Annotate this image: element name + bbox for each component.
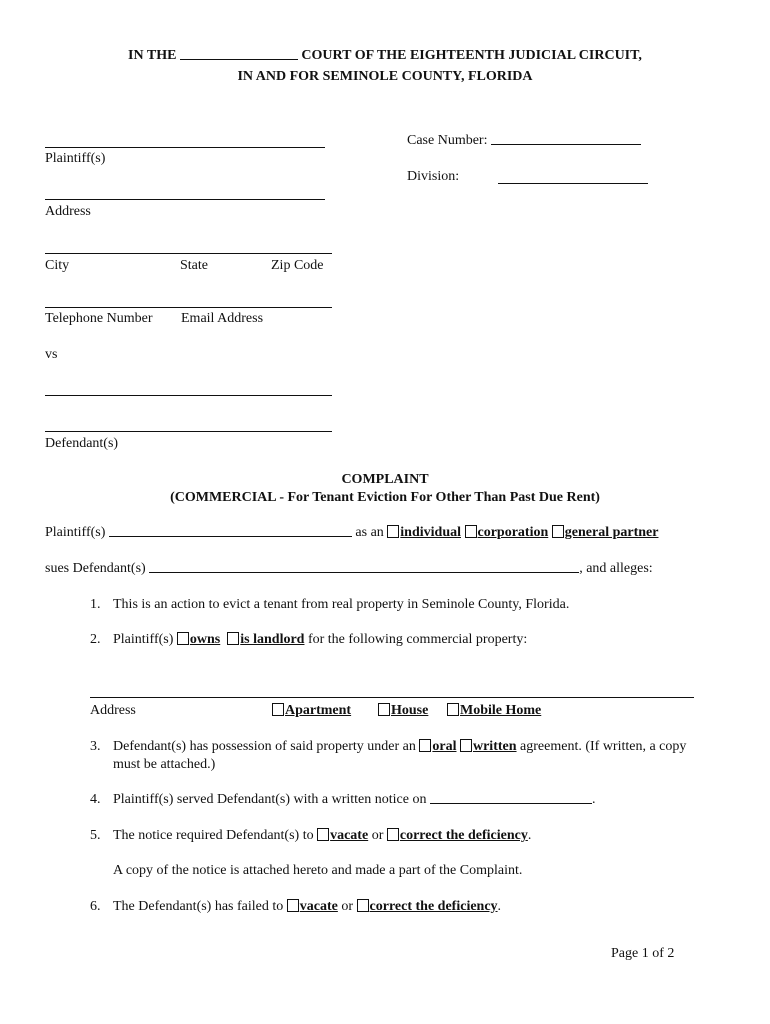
general-partner-option: general partner bbox=[564, 525, 659, 540]
address-label: Address bbox=[45, 204, 91, 219]
court-suffix: COURT OF THE EIGHTEENTH JUDICIAL CIRCUIT, bbox=[301, 48, 642, 63]
failed-vacate-checkbox[interactable] bbox=[287, 899, 299, 912]
property-address-blank[interactable] bbox=[90, 697, 694, 698]
sues-defendant-blank[interactable] bbox=[149, 572, 579, 573]
item-6-or-text: or bbox=[341, 899, 354, 914]
case-number-label: Case Number: bbox=[407, 133, 488, 148]
intro-plaintiff-blank[interactable] bbox=[109, 536, 352, 537]
mobile-home-checkbox[interactable] bbox=[447, 703, 459, 716]
item-5-number: 5. bbox=[90, 828, 101, 843]
item-4-text: Plaintiff(s) served Defendant(s) with a written notice on bbox=[113, 792, 427, 807]
document-title: COMPLAINT bbox=[341, 472, 429, 487]
vacate-checkbox[interactable] bbox=[317, 828, 329, 841]
defendant-name-blank-2[interactable] bbox=[45, 431, 332, 432]
failed-correct-checkbox[interactable] bbox=[357, 899, 369, 912]
case-number-row bbox=[407, 133, 641, 149]
item-3-line bbox=[113, 739, 686, 755]
item-4-number: 4. bbox=[90, 792, 101, 807]
court-heading-line2: IN AND FOR SEMINOLE COUNTY, FLORIDA bbox=[237, 69, 533, 84]
sues-defendant-label: sues Defendant(s) bbox=[45, 561, 146, 576]
plaintiff-intro-line bbox=[45, 525, 658, 541]
division-label: Division: bbox=[407, 169, 460, 184]
oral-option: oral bbox=[432, 739, 457, 754]
alleges-text: , and alleges: bbox=[579, 561, 653, 576]
court-name-blank[interactable] bbox=[180, 59, 298, 60]
corporation-option: corporation bbox=[477, 525, 549, 540]
apartment-checkbox[interactable] bbox=[272, 703, 284, 716]
item-5-line bbox=[113, 828, 531, 844]
intro-plaintiff-label: Plaintiff(s) bbox=[45, 525, 106, 540]
mobile-home-option: Mobile Home bbox=[460, 703, 542, 718]
item-4-period: . bbox=[591, 792, 596, 807]
written-option: written bbox=[472, 739, 517, 754]
item-6-line bbox=[113, 899, 501, 915]
failed-correct-option: correct the deficiency bbox=[369, 899, 498, 914]
apartment-option: Apartment bbox=[285, 703, 352, 718]
defendant-label: Defendant(s) bbox=[45, 436, 119, 451]
item-5-period: . bbox=[527, 828, 532, 843]
vacate-option: vacate bbox=[330, 828, 369, 843]
state-label: State bbox=[180, 258, 208, 273]
general-partner-checkbox[interactable] bbox=[552, 525, 564, 538]
notice-date-blank[interactable] bbox=[430, 803, 592, 804]
court-heading-line1 bbox=[0, 48, 770, 64]
defendant-name-blank-1[interactable] bbox=[45, 395, 332, 396]
individual-checkbox[interactable] bbox=[387, 525, 399, 538]
item-3-number: 3. bbox=[90, 739, 101, 754]
zip-label: Zip Code bbox=[271, 258, 324, 273]
court-prefix: IN THE bbox=[128, 48, 177, 63]
house-option: House bbox=[391, 703, 429, 718]
owns-option: owns bbox=[189, 632, 221, 647]
correct-deficiency-checkbox[interactable] bbox=[387, 828, 399, 841]
email-label: Email Address bbox=[181, 311, 264, 326]
plaintiff-name-blank[interactable] bbox=[45, 147, 325, 148]
telephone-label: Telephone Number bbox=[45, 311, 153, 326]
property-type-options bbox=[272, 703, 351, 719]
as-an-text: as an bbox=[355, 525, 384, 540]
mobile-home-option-group bbox=[447, 703, 541, 719]
item-6-text: The Defendant(s) has failed to bbox=[113, 899, 284, 914]
item-2-plaintiff: Plaintiff(s) bbox=[113, 632, 174, 647]
item-4-line bbox=[113, 792, 595, 808]
item-6-number: 6. bbox=[90, 899, 101, 914]
written-checkbox[interactable] bbox=[460, 739, 472, 752]
item-3-text: Defendant(s) has possession of said property under an bbox=[113, 739, 416, 754]
item-2-text: for the following commercial property: bbox=[307, 632, 528, 647]
item-1-number: 1. bbox=[90, 597, 101, 612]
corporation-checkbox[interactable] bbox=[465, 525, 477, 538]
house-option-group bbox=[378, 703, 428, 719]
item-3-line2: must be attached.) bbox=[113, 757, 216, 772]
page-number: Page 1 of 2 bbox=[611, 946, 675, 961]
landlord-checkbox[interactable] bbox=[227, 632, 239, 645]
or-text: or bbox=[371, 828, 384, 843]
owns-checkbox[interactable] bbox=[177, 632, 189, 645]
plaintiff-address-blank[interactable] bbox=[45, 199, 325, 200]
phone-email-blank[interactable] bbox=[45, 307, 332, 308]
item-2-line bbox=[113, 632, 527, 648]
plaintiff-label: Plaintiff(s) bbox=[45, 151, 106, 166]
property-address-label: Address bbox=[90, 703, 136, 718]
sues-defendant-line bbox=[45, 561, 653, 577]
document-subtitle: (COMMERCIAL - For Tenant Eviction For Other Than Past Due Rent) bbox=[170, 490, 600, 505]
division-blank[interactable] bbox=[498, 183, 648, 184]
item-6-period: . bbox=[497, 899, 502, 914]
city-state-zip-blank[interactable] bbox=[45, 253, 332, 254]
individual-option: individual bbox=[400, 525, 461, 540]
landlord-option: is landlord bbox=[240, 632, 305, 647]
item-2-number: 2. bbox=[90, 632, 101, 647]
oral-checkbox[interactable] bbox=[419, 739, 431, 752]
failed-vacate-option: vacate bbox=[299, 899, 338, 914]
item-3-text-post: agreement. (If written, a copy bbox=[520, 739, 687, 754]
correct-deficiency-option: correct the deficiency bbox=[399, 828, 528, 843]
city-label: City bbox=[45, 258, 70, 273]
house-checkbox[interactable] bbox=[378, 703, 390, 716]
case-number-blank[interactable] bbox=[491, 144, 641, 145]
item-5-text: The notice required Defendant(s) to bbox=[113, 828, 314, 843]
item-1-text: This is an action to evict a tenant from real property in Seminole County, Florida. bbox=[113, 597, 570, 612]
item-5-line2: A copy of the notice is attached hereto and made a part of the Complaint. bbox=[113, 863, 523, 878]
vs-label: vs bbox=[45, 347, 58, 362]
